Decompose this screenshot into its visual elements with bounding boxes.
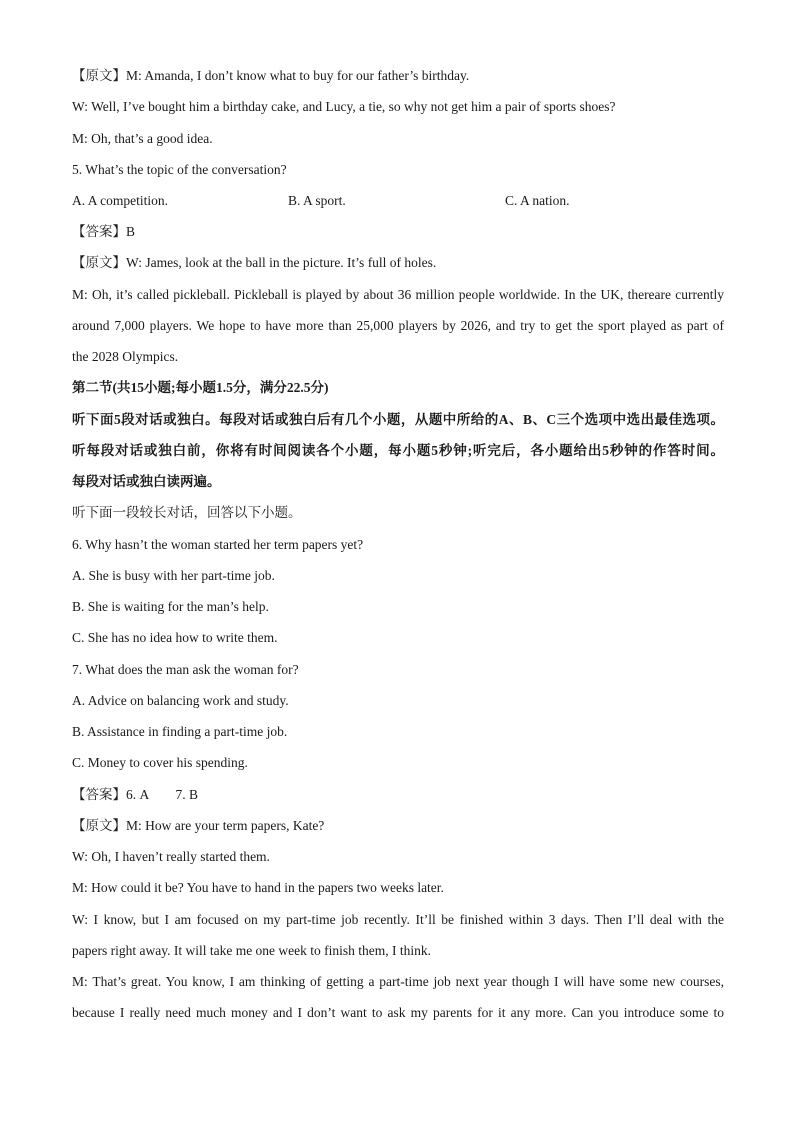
transcript-line: M: How could it be? You have to hand in the papers two weeks later.: [72, 880, 444, 895]
transcript-line: papers right away. It will take me one week to finish them, I think.: [72, 943, 432, 958]
transcript-line: 【原文】W: James, look at the ball in the picture. It’s full of holes.: [72, 255, 437, 270]
transcript-line: W: I know, but I am focused on my part-time job recently. It’ll be finished within 3 days. Then I’ll deal with the: [72, 912, 724, 927]
q7-option-a: A. Advice on balancing work and study.: [72, 693, 289, 708]
section-instruction: 听下面5段对话或独白。每段对话或独白后有几个小题，从题中所给的A、B、C三个选项中选出最佳选项。: [72, 412, 724, 427]
q6-option-c: C. She has no idea how to write them.: [72, 630, 278, 645]
question-5: 5. What’s the topic of the conversation?: [72, 162, 287, 177]
transcript-line: W: Well, I’ve bought him a birthday cake, and Lucy, a tie, so why not get him a pair of sports shoes?: [72, 99, 616, 114]
transcript-line: W: Oh, I haven’t really started them.: [72, 849, 270, 864]
q7-option-b: B. Assistance in finding a part-time job.: [72, 724, 288, 739]
transcript-line: 【原文】M: How are your term papers, Kate?: [72, 818, 325, 833]
q7-option-c: C. Money to cover his spending.: [72, 755, 248, 770]
transcript-line: around 7,000 players. We hope to have more than 25,000 players by 2026, and try to get the sport played as part of: [72, 318, 724, 333]
q6-option-a: A. She is busy with her part-time job.: [72, 568, 275, 583]
transcript-line: M: Oh, that’s a good idea.: [72, 131, 213, 146]
question-6: 6. Why hasn’t the woman started her term papers yet?: [72, 537, 364, 552]
transcript-line: 【原文】M: Amanda, I don’t know what to buy for our father’s birthday.: [72, 68, 470, 83]
transcript-line: M: That’s great. You know, I am thinking of getting a part-time job next year though I will have some new courses,: [72, 974, 724, 989]
transcript-line: the 2028 Olympics.: [72, 349, 179, 364]
transcript-line: M: Oh, it’s called pickleball. Pickleball is played by about 36 million people worldwide. In the UK, thereare currently: [72, 287, 724, 302]
section-title: 第二节(共15小题;每小题1.5分，满分22.5分): [72, 380, 329, 395]
section-instruction: 每段对话或独白读两遍。: [72, 474, 221, 489]
transcript-line: because I really need much money and I don’t want to ask my parents for it any more. Can you introduce some to: [72, 1005, 724, 1020]
q5-option-c: C. A nation.: [505, 193, 570, 208]
section-intro: 听下面一段较长对话，回答以下小题。: [72, 505, 302, 520]
answer-line: 【答案】B: [72, 224, 136, 239]
answer-line: 【答案】6. A 7. B: [72, 787, 199, 802]
q5-option-a: A. A competition.: [72, 193, 168, 208]
question-7: 7. What does the man ask the woman for?: [72, 662, 299, 677]
q5-option-b: B. A sport.: [288, 193, 346, 208]
section-instruction: 听每段对话或独白前，你将有时间阅读各个小题，每小题5秒钟;听完后，各小题给出5秒钟的作答时间。: [72, 443, 724, 458]
q6-option-b: B. She is waiting for the man’s help.: [72, 599, 269, 614]
